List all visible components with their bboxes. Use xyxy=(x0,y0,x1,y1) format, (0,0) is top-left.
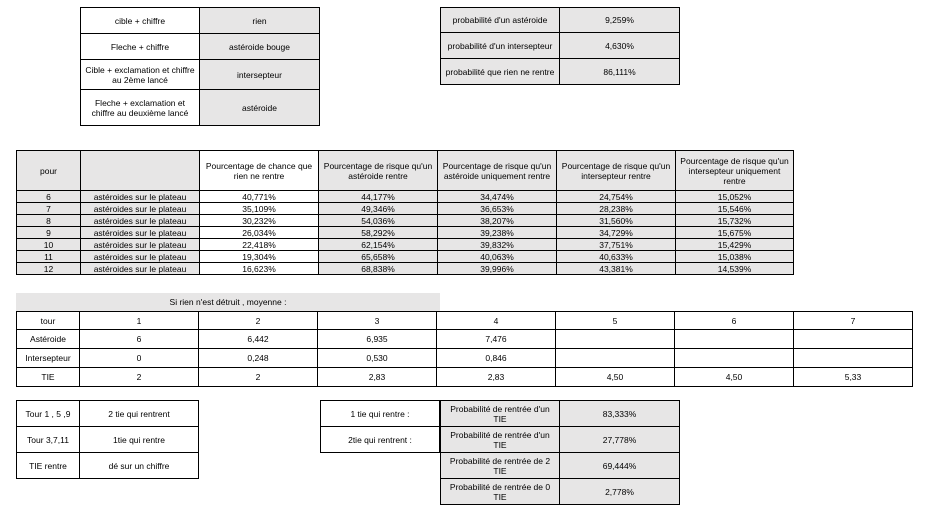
probability-table xyxy=(440,7,680,85)
table-row xyxy=(321,427,440,453)
table-cell: 4,50 xyxy=(556,368,675,387)
legend-table-block xyxy=(80,7,320,126)
table-header-row xyxy=(17,151,794,191)
column-header: Pourcentage de chance que rien ne rentre xyxy=(200,151,319,191)
average-table xyxy=(16,311,913,387)
table-cell: Fleche + chiffre xyxy=(81,34,200,60)
table-row xyxy=(441,427,680,453)
table-cell: 40,633% xyxy=(557,251,676,263)
table-cell: 12 xyxy=(17,263,81,275)
table-cell: 43,381% xyxy=(557,263,676,275)
table-cell: 6 xyxy=(17,191,81,203)
table-row xyxy=(17,330,913,349)
table-cell: TIE xyxy=(17,368,80,387)
table-cell: 65,658% xyxy=(319,251,438,263)
table-cell: 15,429% xyxy=(676,239,794,251)
table-cell: probabilité d'un astéroide xyxy=(441,8,560,33)
table-cell: 6 xyxy=(80,330,199,349)
table-cell: 19,304% xyxy=(200,251,319,263)
table-cell: 34,729% xyxy=(557,227,676,239)
tie-prob-table xyxy=(440,400,680,505)
column-header: Pourcentage de risque qu'un intersepteur rentre xyxy=(557,151,676,191)
table-cell: 40,063% xyxy=(438,251,557,263)
table-cell: 83,333% xyxy=(560,401,680,427)
average-table-block xyxy=(16,311,913,387)
table-header-row xyxy=(17,312,913,330)
table-cell: 2,83 xyxy=(318,368,437,387)
risk-table xyxy=(16,150,794,275)
column-header: 5 xyxy=(556,312,675,330)
column-header: 6 xyxy=(675,312,794,330)
table-cell: 31,560% xyxy=(557,215,676,227)
risk-table-block xyxy=(16,150,794,275)
table-cell: 7,476 xyxy=(437,330,556,349)
table-cell: 38,207% xyxy=(438,215,557,227)
probability-table-block xyxy=(440,7,680,85)
table-row xyxy=(81,90,320,126)
legend-table xyxy=(80,7,320,126)
table-cell: probabilité que rien ne rentre xyxy=(441,59,560,85)
table-cell: 24,754% xyxy=(557,191,676,203)
table-row xyxy=(17,251,794,263)
table-cell: 26,034% xyxy=(200,227,319,239)
table-row xyxy=(17,191,794,203)
table-cell: astéroides sur le plateau xyxy=(81,227,200,239)
table-cell: 9,259% xyxy=(560,8,680,33)
tie-tour-table-block xyxy=(16,400,199,479)
table-cell: 86,111% xyxy=(560,59,680,85)
table-row xyxy=(17,227,794,239)
table-cell: 1 tie qui rentre : xyxy=(321,401,440,427)
table-row xyxy=(17,263,794,275)
table-row xyxy=(17,453,199,479)
table-cell: 58,292% xyxy=(319,227,438,239)
table-cell: astéroide xyxy=(200,90,320,126)
tie-prob-labels xyxy=(320,400,440,453)
table-row xyxy=(441,8,680,33)
table-row xyxy=(321,401,440,427)
table-cell: 8 xyxy=(17,215,81,227)
table-cell: Probabilité de rentrée d'un TIE xyxy=(441,427,560,453)
table-cell: 0 xyxy=(80,349,199,368)
table-row xyxy=(441,59,680,85)
table-cell: 28,238% xyxy=(557,203,676,215)
table-cell: astéroides sur le plateau xyxy=(81,191,200,203)
table-cell: 4,50 xyxy=(675,368,794,387)
table-cell: probabilité d'un intersepteur xyxy=(441,33,560,59)
table-cell: 14,539% xyxy=(676,263,794,275)
table-cell: 10 xyxy=(17,239,81,251)
table-cell xyxy=(794,330,913,349)
table-cell: 2 tie qui rentrent xyxy=(80,401,199,427)
table-cell: 2tie qui rentrent : xyxy=(321,427,440,453)
table-cell xyxy=(556,349,675,368)
table-cell: 39,238% xyxy=(438,227,557,239)
table-cell: 0,846 xyxy=(437,349,556,368)
table-cell: 2 xyxy=(80,368,199,387)
table-cell xyxy=(794,349,913,368)
average-title: Si rien n'est détruit , moyenne : xyxy=(16,293,440,311)
table-row xyxy=(17,427,199,453)
table-cell: 44,177% xyxy=(319,191,438,203)
table-row xyxy=(17,203,794,215)
column-header: 7 xyxy=(794,312,913,330)
table-row xyxy=(81,34,320,60)
table-cell: 2,778% xyxy=(560,479,680,505)
table-cell: 39,832% xyxy=(438,239,557,251)
table-cell: Probabilité de rentrée de 0 TIE xyxy=(441,479,560,505)
table-cell: 15,546% xyxy=(676,203,794,215)
column-header: Pourcentage de risque qu'un intersepteur uniquement rentre xyxy=(676,151,794,191)
column-header: 3 xyxy=(318,312,437,330)
table-row xyxy=(441,453,680,479)
table-cell: Astéroide xyxy=(17,330,80,349)
table-row xyxy=(17,368,913,387)
table-cell: astéroides sur le plateau xyxy=(81,263,200,275)
table-cell: 62,154% xyxy=(319,239,438,251)
table-cell: 37,751% xyxy=(557,239,676,251)
table-cell: 9 xyxy=(17,227,81,239)
table-cell: Probabilité de rentrée de 2 TIE xyxy=(441,453,560,479)
table-cell: 6,442 xyxy=(199,330,318,349)
table-cell: intersepteur xyxy=(200,60,320,90)
table-cell: 0,248 xyxy=(199,349,318,368)
table-row xyxy=(81,60,320,90)
table-cell: 6,935 xyxy=(318,330,437,349)
table-row xyxy=(441,479,680,505)
table-cell: astéroides sur le plateau xyxy=(81,215,200,227)
table-cell: Intersepteur xyxy=(17,349,80,368)
table-cell: 16,623% xyxy=(200,263,319,275)
table-cell: astéroides sur le plateau xyxy=(81,239,200,251)
table-cell: 36,653% xyxy=(438,203,557,215)
table-cell: dé sur un chiffre xyxy=(80,453,199,479)
column-header: 4 xyxy=(437,312,556,330)
table-cell: 15,675% xyxy=(676,227,794,239)
column-header: pour xyxy=(17,151,81,191)
table-cell: astéroide bouge xyxy=(200,34,320,60)
table-cell: 15,038% xyxy=(676,251,794,263)
column-header: tour xyxy=(17,312,80,330)
table-cell: cible + chiffre xyxy=(81,8,200,34)
table-row xyxy=(17,349,913,368)
table-row xyxy=(441,33,680,59)
table-cell: 68,838% xyxy=(319,263,438,275)
table-cell: 0,530 xyxy=(318,349,437,368)
table-cell: Tour 3,7,11 xyxy=(17,427,80,453)
table-cell: 27,778% xyxy=(560,427,680,453)
table-cell: Tour 1 , 5 ,9 xyxy=(17,401,80,427)
column-header: 2 xyxy=(199,312,318,330)
table-cell: 11 xyxy=(17,251,81,263)
table-cell: 4,630% xyxy=(560,33,680,59)
table-cell xyxy=(675,330,794,349)
table-row xyxy=(81,8,320,34)
table-cell: 7 xyxy=(17,203,81,215)
table-cell: 2,83 xyxy=(437,368,556,387)
table-cell: 15,052% xyxy=(676,191,794,203)
table-cell: astéroides sur le plateau xyxy=(81,203,200,215)
table-cell: Fleche + exclamation et chiffre au deuxième lancé xyxy=(81,90,200,126)
table-cell: 35,109% xyxy=(200,203,319,215)
table-cell: 1tie qui rentre xyxy=(80,427,199,453)
table-row xyxy=(17,401,199,427)
column-header: Pourcentage de risque qu'un astéroide rentre xyxy=(319,151,438,191)
table-row xyxy=(17,215,794,227)
table-cell: 5,33 xyxy=(794,368,913,387)
table-row xyxy=(441,401,680,427)
table-cell: rien xyxy=(200,8,320,34)
column-header xyxy=(81,151,200,191)
table-cell: 40,771% xyxy=(200,191,319,203)
table-cell: 34,474% xyxy=(438,191,557,203)
table-cell: 49,346% xyxy=(319,203,438,215)
table-cell: 2 xyxy=(199,368,318,387)
table-cell: 15,732% xyxy=(676,215,794,227)
column-header: Pourcentage de risque qu'un astéroide uniquement rentre xyxy=(438,151,557,191)
table-row xyxy=(17,239,794,251)
table-cell: Probabilité de rentrée d'un TIE xyxy=(441,401,560,427)
table-cell: 39,996% xyxy=(438,263,557,275)
table-cell: astéroides sur le plateau xyxy=(81,251,200,263)
table-cell: TIE rentre xyxy=(17,453,80,479)
table-cell: 30,232% xyxy=(200,215,319,227)
tie-prob-table-block xyxy=(440,400,680,505)
table-cell: 69,444% xyxy=(560,453,680,479)
table-cell xyxy=(675,349,794,368)
column-header: 1 xyxy=(80,312,199,330)
table-cell: 22,418% xyxy=(200,239,319,251)
table-cell: Cible + exclamation et chiffre au 2ème lancé xyxy=(81,60,200,90)
table-cell xyxy=(556,330,675,349)
table-cell: 54,036% xyxy=(319,215,438,227)
tie-prob-labels-block xyxy=(320,400,440,453)
tie-tour-table xyxy=(16,400,199,479)
